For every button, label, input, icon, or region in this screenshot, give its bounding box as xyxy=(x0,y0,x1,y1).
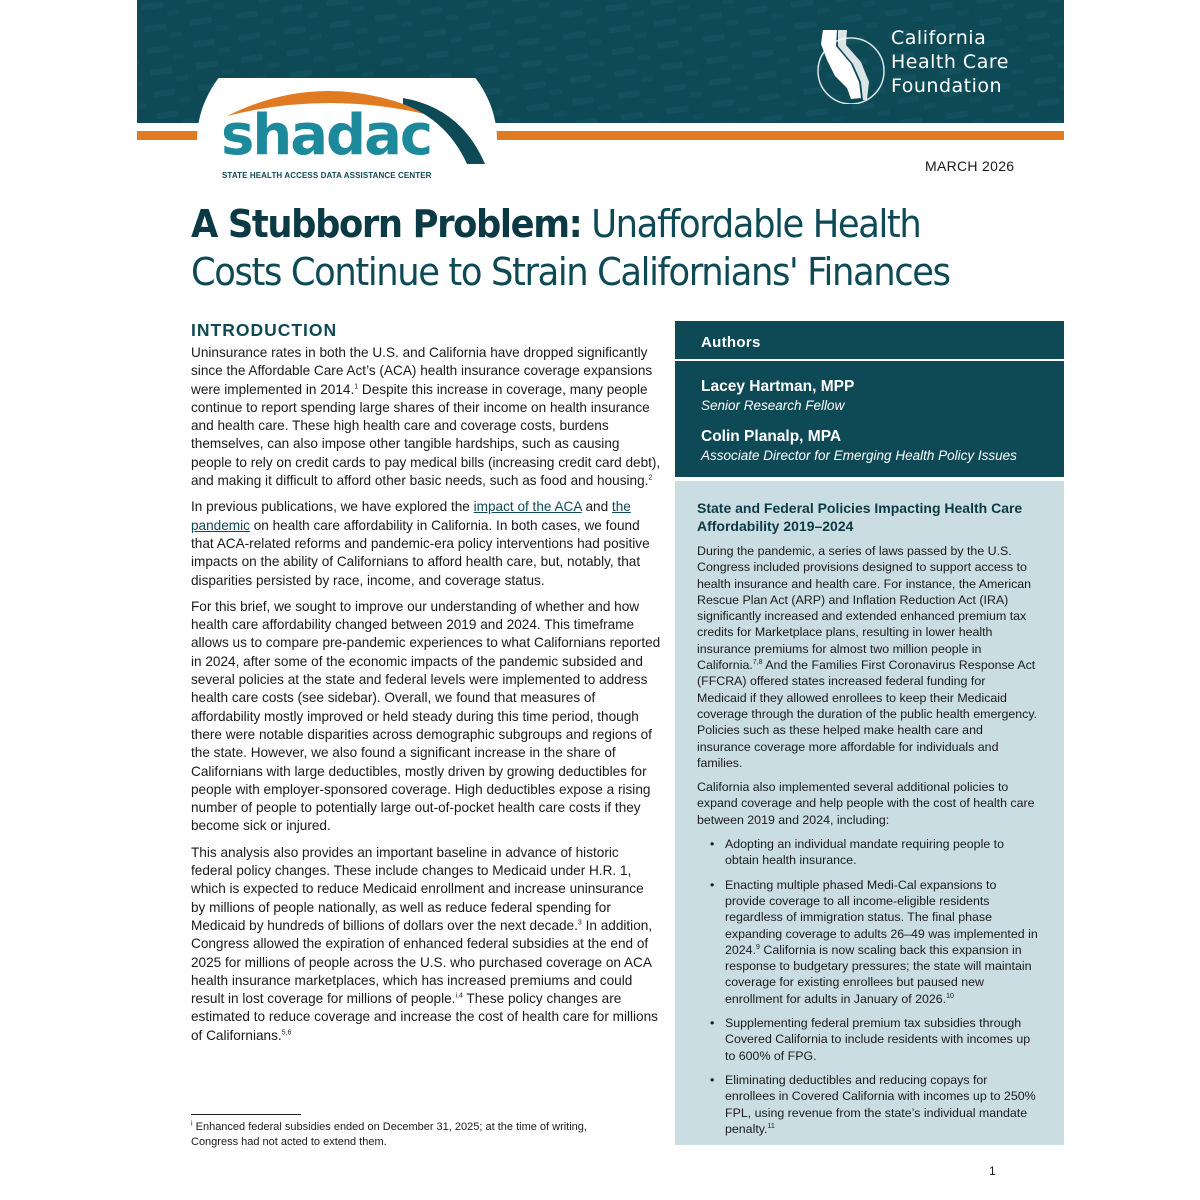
bullet-text: California is now scaling back this expansion in response to budgetary pressures; the state will maintain coverage for existing enrollees but paused new enrollment for adults in January of 2026. xyxy=(725,942,1032,1006)
list-item xyxy=(725,877,1038,1007)
sidebar-paragraph-1 xyxy=(697,543,1038,771)
link-the-pandemic[interactable]: the pandemic xyxy=(191,499,631,533)
endnote-ref: 11 xyxy=(767,1122,775,1130)
link-impact-of-aca[interactable]: impact of the ACA xyxy=(473,499,582,515)
p1-text-rest: Despite this increase in coverage, many people continue to report spending large shares of their income on health insurance and health care. These high health care and coverage costs, burdens themselves, can also impose other tangible hardships, such as causing people to rely on credit cards to pay medical bills (increasing credit card debt), and making it difficult to afford other basic needs, such as food and housing. xyxy=(191,381,661,489)
endnote-ref: 10 xyxy=(946,992,954,1000)
p2-text: and xyxy=(581,499,612,515)
list-item: • Supplementing federal premium tax subsidies through Covered California to include residents with incomes up to 600% of FPG. xyxy=(725,1015,1038,1064)
chcf-name-line-1: California xyxy=(891,27,987,49)
policy-sidebar xyxy=(675,481,1064,1145)
endnote-ref: 2 xyxy=(648,474,653,482)
bullet-text: Enacting multiple phased Medi-Cal expansions to provide coverage to all income-eligible residents regardless of immigration status. The final phase expanding coverage to adults 26–49 was implemented in 2024. xyxy=(725,877,1038,957)
author-name: Lacey Hartman, MPP xyxy=(701,378,855,395)
list-item xyxy=(725,1072,1038,1137)
shadac-wordmark: shadac xyxy=(221,103,432,168)
intro-paragraph-4 xyxy=(191,844,661,1045)
intro-paragraph-3: For this brief, we sought to improve our understanding of whether and how health care affordability changed between 2019 and 2024. This timeframe allows us to compare pre-pandemic experiences to what Californians reported in 2024, after some of the economic impacts of the pandemic subsided and several policies at the state and federal levels were implemented to address health care costs (see sidebar). Overall, we found that measures of affordability mostly improved or held steady during this time period, though there were notable disparities across demographic subgroups and regions of the state. However, we also found a significant increase in the share of Californians with large deductibles, mostly driven by growing deductibles for people with employer-sponsored coverage. High deductibles expose a rising number of people to potentially large out-of-pocket health care costs if they become sick or injured. xyxy=(191,598,661,834)
p2-text: on health care affordability in California. In both cases, we found that ACA-related reforms and pandemic-era policy interventions had positive impacts on the ability of Californians to afford health care, but, notably, that disparities persisted by race, income, and coverage status. xyxy=(191,517,650,588)
intro-heading: INTRODUCTION xyxy=(191,320,338,340)
author-name: Colin Planalp, MPA xyxy=(701,428,842,445)
main-column xyxy=(191,318,661,1053)
chcf-name-line-2: Health Care xyxy=(891,51,1009,73)
endnote-ref: 5,6 xyxy=(281,1029,292,1037)
shadac-logo xyxy=(197,78,502,188)
endnote-ref: i,4 xyxy=(455,992,463,1000)
endnote-ref: 7,8 xyxy=(752,658,763,666)
bullet-text: Eliminating deductibles and reducing copays for enrollees in Covered California with incomes up to 250% FPL, using revenue from the state’s individual mandate penalty. xyxy=(725,1072,1036,1136)
shadac-full-name: STATE HEALTH ACCESS DATA ASSISTANCE CENTER xyxy=(222,171,432,180)
footnote-text: Enhanced federal subsidies ended on December 31, 2025; at the time of writing, Congress had not acted to extend them. xyxy=(191,1121,587,1148)
footnote-rule xyxy=(191,1114,301,1115)
california-map-icon xyxy=(805,24,885,104)
sidebar-p1-text: During the pandemic, a series of laws passed by the U.S. Congress included provisions designed to support access to health insurance and health care. For instance, the American Rescue Plan Act (ARP) and Inflation Reduction Act (IRA) significantly increased and extended enhanced premium tax credits for Marketplace plans, resulting in lower health insurance premiums for almost two million people in California. xyxy=(697,544,1032,673)
document-page xyxy=(137,0,1064,1200)
chcf-name-line-3: Foundation xyxy=(891,75,1003,97)
authors-box xyxy=(675,321,1064,477)
author-item xyxy=(675,377,1064,415)
intro-paragraph-2 xyxy=(191,498,661,589)
sidebar-heading: State and Federal Policies Impacting Health Care Affordability 2019–2024 xyxy=(697,500,1023,534)
endnote-ref: 9 xyxy=(756,943,760,951)
title-lead: A Stubborn Problem: xyxy=(191,202,582,246)
p4-text: In addition, Congress allowed the expiration of enhanced federal subsidies at the end of 2025 for millions of people across the U.S. who purchased coverage on ACA health insurance marketplaces, which has increased premiums and could result in lost coverage for millions of people. xyxy=(191,917,653,1007)
intro-paragraph-1 xyxy=(191,344,661,490)
chcf-logo xyxy=(805,24,1064,109)
endnote-ref: 3 xyxy=(577,919,582,927)
sidebar-p1-text: And the Families First Coronavirus Response Act (FFCRA) offered states increased federal funding for Medicaid if they allowed enrollees to keep their Medicaid coverage through the duration of the public health emergency. Policies such as these helped make health care and insurance coverage more affordable for individuals and families. xyxy=(697,658,1038,770)
sidebar-paragraph-2: California also implemented several additional policies to expand coverage and help people with the cost of health care between 2019 and 2024, including: xyxy=(697,780,1035,827)
footnote xyxy=(191,1120,621,1150)
sidebar-bullet-list xyxy=(697,836,1038,1137)
list-item: • Adopting an individual mandate requiring people to obtain health insurance. xyxy=(725,836,1038,869)
p4-text: These policy changes are estimated to reduce coverage and increase the cost of health care for millions of Californians. xyxy=(191,991,658,1043)
p1-text: Uninsurance rates in both the U.S. and California have dropped significantly since the Affordable Care Act’s (ACA) health insurance coverage expansions were implemented in 2014. xyxy=(191,345,653,397)
endnote-ref: 1 xyxy=(354,383,359,391)
title-rest: Unaffordable Health Costs Continue to Strain Californians' Finances xyxy=(191,202,950,294)
publication-date: MARCH 2026 xyxy=(925,158,1015,174)
page-title xyxy=(191,200,991,296)
author-role: Associate Director for Emerging Health Policy Issues xyxy=(701,448,1017,463)
authors-heading: Authors xyxy=(675,321,1064,361)
author-item xyxy=(675,427,1064,465)
page-number: 1 xyxy=(989,1164,996,1178)
p2-text: In previous publications, we have explored the xyxy=(191,499,474,515)
p4-text: This analysis also provides an important baseline in advance of historic federal policy changes. These include changes to Medicaid under H.R. 1, which is expected to reduce Medicaid enrollment and increase uninsurance by millions of people nationally, as well as reduce federal spending for Medicaid by hundreds of billions of dollars over the next decade. xyxy=(191,844,644,933)
author-role: Senior Research Fellow xyxy=(701,398,845,413)
footnote-marker: i xyxy=(191,1120,193,1128)
